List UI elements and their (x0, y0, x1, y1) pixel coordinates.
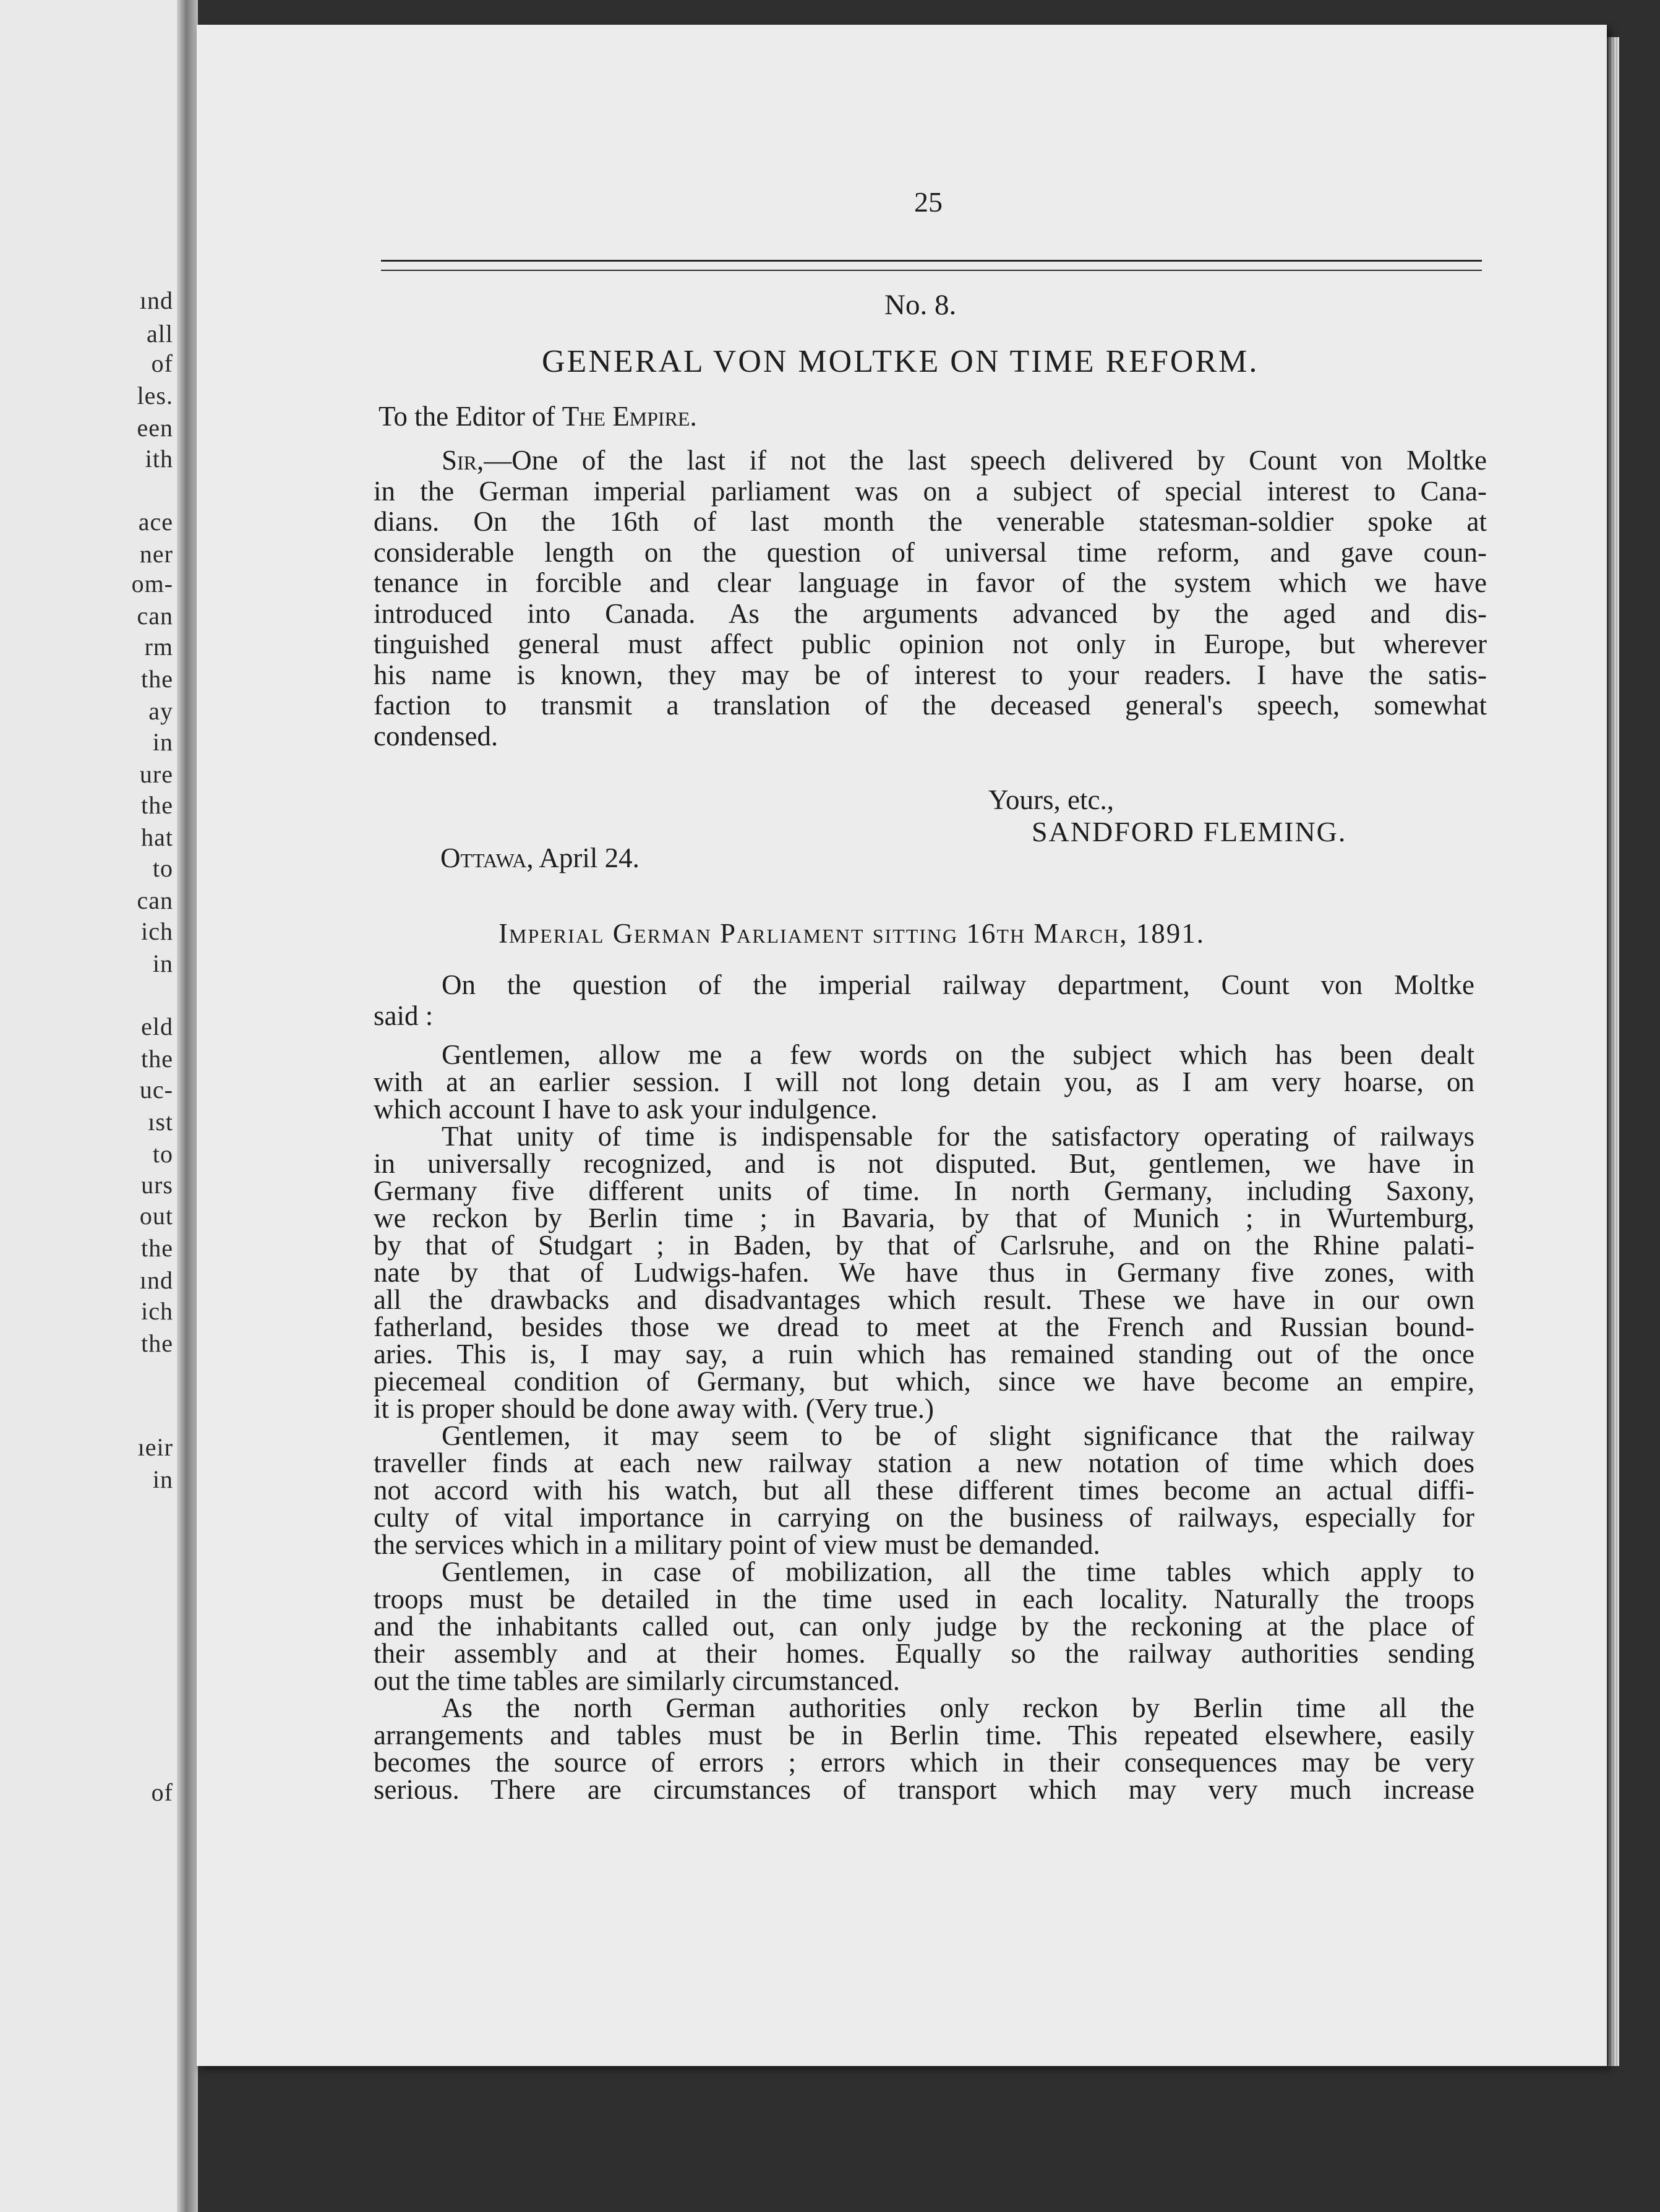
facing-page-text-fragment: rm (144, 633, 173, 661)
publication-name: The Empire. (562, 401, 697, 432)
text-line: Gentlemen, it may seem to be of slight significance that the railway (442, 1420, 1474, 1451)
text-line: Germany five different units of time. In north Germany, including Saxony, (374, 1175, 1474, 1206)
salutation (379, 401, 697, 432)
text-line: Gentlemen, in case of mobilization, all the time tables which apply to (442, 1556, 1474, 1587)
text-line: not accord with his watch, but all these different times become an actual diffi- (374, 1475, 1474, 1506)
text-line: and the inhabitants called out, can only judge by the reckoning at the place of (374, 1611, 1474, 1642)
facing-page-text-fragment: urs (141, 1171, 173, 1199)
text-line: introduced into Canada. As the arguments advanced by the aged and dis- (374, 598, 1487, 629)
facing-page-text-fragment: to (152, 1140, 173, 1168)
facing-page-text-fragment: ıst (148, 1108, 173, 1136)
facing-page-text-fragment: of (151, 349, 173, 377)
text-line: said : (374, 1000, 434, 1031)
text-line: all the drawbacks and disadvantages which result. These we have in our own (374, 1284, 1474, 1315)
text-line: tenance in forcible and clear language in favor of the system which we have (374, 567, 1487, 598)
letter-place: Ottawa, (440, 842, 534, 873)
facing-page-text-fragment: the (141, 1329, 173, 1357)
facing-page-text-fragment: uc- (139, 1076, 173, 1104)
speech-paragraph (374, 1041, 1474, 1123)
text-line: which account I have to ask your indulgence. (374, 1094, 878, 1125)
text-line: it is proper should be done away with. (Very true.) (374, 1393, 935, 1424)
facing-page-text-fragment: ınd (139, 286, 173, 314)
header-rule-secondary (381, 270, 1482, 271)
facing-page-text-fragment: to (152, 854, 173, 882)
facing-page-text-fragment: om- (131, 570, 173, 598)
text-line: aries. This is, I may say, a ruin which has remained standing out of the once (374, 1339, 1474, 1370)
speech-body (374, 970, 1474, 1803)
letter-date: April 24. (539, 842, 640, 873)
letter-dateline (440, 842, 640, 873)
article-title: GENERAL VON MOLTKE ON TIME REFORM. (542, 344, 1259, 379)
text-line: condensed. (374, 720, 498, 752)
facing-page-text-fragment: eld (141, 1013, 173, 1040)
facing-page-fragment (0, 0, 186, 2212)
facing-page-text-fragment: can (137, 602, 173, 630)
letter-closing: Yours, etc., (988, 784, 1114, 815)
facing-page-text-fragment: the (141, 1234, 173, 1262)
facing-page-text-fragment: ay (148, 697, 173, 725)
header-rule (381, 260, 1482, 262)
facing-page-text-fragment: in (152, 1465, 173, 1493)
text-line: serious. There are circumstances of transport which may very much increase (374, 1774, 1474, 1805)
text-line: tinguished general must affect public opinion not only in Europe, but wherever (374, 628, 1487, 659)
text-line: That unity of time is indispensable for the satisfactory operating of railways (442, 1121, 1474, 1152)
text-line: their assembly and at their homes. Equally so the railway authorities sending (374, 1638, 1474, 1669)
text-line: by that of Studgart ; in Baden, by that of Carlsruhe, and on the Rhine palati- (374, 1230, 1474, 1261)
facing-page-text-fragment: the (141, 665, 173, 693)
facing-page-text-fragment: ith (145, 445, 173, 473)
facing-page-text-fragment: les. (137, 382, 173, 409)
text-line: As the north German authorities only reckon by Berlin time all the (442, 1692, 1474, 1723)
text-line: nate by that of Ludwigs-hafen. We have thus in Germany five zones, with (374, 1257, 1474, 1288)
facing-page-text-fragment: ich (141, 917, 173, 945)
text-line: we reckon by Berlin time ; in Bavaria, by that of Munich ; in Wurtemburg, (374, 1202, 1474, 1233)
text-line: On the question of the imperial railway department, Count von Moltke (442, 969, 1474, 1000)
speech-paragraph (374, 1123, 1474, 1422)
text-line: his name is known, they may be of interest to your readers. I have the satis- (374, 659, 1487, 690)
book-gutter (177, 0, 198, 2212)
text-line: troops must be detailed in the time used in each locality. Naturally the troops (374, 1584, 1474, 1614)
text-line: in universally recognized, and is not disputed. But, gentlemen, we have in (374, 1148, 1474, 1179)
facing-page-text-fragment: in (152, 950, 173, 977)
text-line: piecemeal condition of Germany, but which, since we have become an empire, (374, 1366, 1474, 1397)
text-line: fatherland, besides those we dread to meet at the French and Russian bound- (374, 1311, 1474, 1342)
facing-page-text-fragment: een (137, 414, 173, 442)
text-line: in the German imperial parliament was on a subject of special interest to Cana- (374, 475, 1487, 507)
facing-page-text-fragment: ich (141, 1297, 173, 1325)
letter-body (374, 445, 1487, 752)
text-line: out the time tables are similarly circumstanced. (374, 1665, 900, 1696)
salutation-prefix: To the Editor of (379, 401, 562, 432)
page-number: 25 (914, 186, 943, 218)
facing-page-text-fragment: hat (141, 823, 173, 851)
facing-page-text-fragment: in (152, 728, 173, 756)
facing-page-text-fragment: ıeir (137, 1433, 173, 1461)
facing-page-text-fragment: ınd (139, 1266, 173, 1294)
facing-page-text-fragment: ure (139, 760, 173, 788)
facing-page-text-fragment: the (141, 791, 173, 819)
text-line: considerable length on the question of universal time reform, and gave coun- (374, 536, 1487, 568)
facing-page-text-fragment: of (151, 1778, 173, 1806)
text-line: traveller finds at each new railway station a new notation of time which does (374, 1447, 1474, 1478)
facing-page-text-fragment: ace (138, 508, 173, 536)
speech-paragraph (374, 1558, 1474, 1694)
article-number: No. 8. (884, 289, 957, 321)
speech-paragraph (374, 1422, 1474, 1558)
facing-page-text-fragment: all (147, 320, 173, 348)
text-line: culty of vital importance in carrying on the business of railways, especially for (374, 1502, 1474, 1533)
text-line: Sir,—One of the last if not the last speech delivered by Count von Moltke (442, 445, 1487, 476)
facing-page-text-fragment: can (137, 886, 173, 914)
text-line: the services which in a military point of view must be demanded. (374, 1529, 1100, 1560)
text-line: becomes the source of errors ; errors which in their consequences may be very (374, 1747, 1474, 1778)
text-line: arrangements and tables must be in Berlin time. This repeated elsewhere, easily (374, 1720, 1474, 1751)
text-line: dians. On the 16th of last month the venerable statesman-soldier spoke at (374, 506, 1487, 537)
text-line: faction to transmit a translation of the deceased general's speech, somewhat (374, 690, 1487, 721)
facing-page-text-fragment: the (141, 1045, 173, 1073)
facing-page-text-fragment: out (139, 1202, 173, 1230)
text-line: Gentlemen, allow me a few words on the subject which has been dealt (442, 1039, 1474, 1070)
letter-signature: SANDFORD FLEMING. (1032, 816, 1347, 847)
text-line: with at an earlier session. I will not long detain you, as I am very hoarse, on (374, 1066, 1474, 1097)
speech-heading: Imperial German Parliament sitting 16th March, 1891. (498, 918, 1205, 949)
speech-paragraph (374, 1694, 1474, 1803)
facing-page-text-fragment: ner (139, 540, 173, 568)
